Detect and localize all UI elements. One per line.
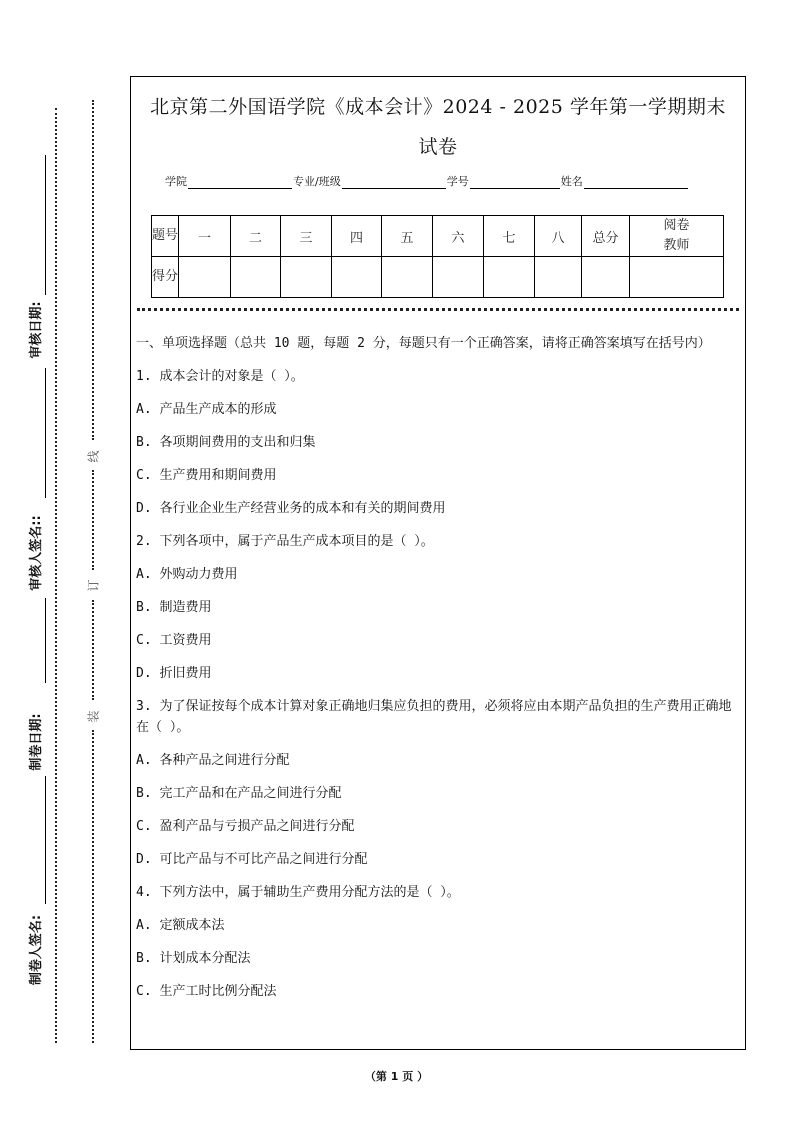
score-cell-3[interactable] [281, 257, 332, 298]
score-cell-total[interactable] [582, 257, 630, 298]
binding-char-staple: 订 [86, 579, 101, 592]
dotted-separator [137, 308, 739, 311]
score-cell-5[interactable] [382, 257, 433, 298]
review-date-label: 审核日期: [29, 301, 44, 359]
col-1: 一 [179, 216, 231, 257]
name-field[interactable] [584, 176, 688, 189]
signature-line [45, 155, 46, 295]
score-cell-4[interactable] [332, 257, 382, 298]
section-title: 一、单项选择题（总共 10 题，每题 2 分，每题只有一个正确答案，请将正确答案填写在括号内） [136, 336, 711, 351]
binding-line-dotted [92, 730, 94, 1043]
exam-content [136, 333, 739, 1014]
question-2-option-a: A. 外购动力费用 [136, 567, 238, 582]
score-cell-1[interactable] [179, 257, 231, 298]
student-id-label: 学号 [446, 175, 469, 188]
signature-line [45, 598, 46, 683]
question-2-option-d: D. 折旧费用 [136, 666, 212, 681]
col-8: 八 [535, 216, 582, 257]
binding-char-bind: 装 [86, 710, 101, 723]
question-1-option-c: C. 生产费用和期间费用 [136, 468, 277, 483]
col-3: 三 [281, 216, 332, 257]
score-table-score-row [152, 257, 724, 298]
question-4-option-c: C. 生产工时比例分配法 [136, 984, 277, 999]
score-table [151, 215, 724, 298]
col-grader: 阅卷教师 [630, 216, 724, 257]
cut-line-dotted [55, 108, 57, 1043]
page-number: （第 1 页 ） [364, 1070, 429, 1083]
question-3-option-c: C. 盈利产品与亏损产品之间进行分配 [136, 819, 355, 834]
col-5: 五 [382, 216, 433, 257]
col-6: 六 [433, 216, 484, 257]
question-3-option-b: B. 完工产品和在产品之间进行分配 [136, 786, 342, 801]
question-2-option-c: C. 工资费用 [136, 633, 212, 648]
exam-title [131, 87, 745, 167]
score-cell-grader[interactable] [630, 257, 724, 298]
question-4-option-b: B. 计划成本分配法 [136, 951, 251, 966]
question-4-stem: 4. 下列方法中，属于辅助生产费用分配方法的是（ ）。 [136, 885, 460, 900]
question-4-option-a: A. 定额成本法 [136, 918, 225, 933]
question-1-option-a: A. 产品生产成本的形成 [136, 402, 277, 417]
binding-char-line: 线 [86, 450, 101, 463]
paper-date-label: 制卷日期: [29, 713, 44, 771]
score-cell-8[interactable] [535, 257, 582, 298]
exam-title-line1: 北京第二外国语学院《成本会计》2024 - 2025 学年第一学期期末 [150, 96, 726, 118]
college-label: 学院 [165, 175, 187, 188]
student-id-field[interactable] [470, 176, 560, 189]
question-1-stem: 1. 成本会计的对象是（ ）。 [136, 369, 304, 384]
college-field[interactable] [188, 176, 292, 189]
reviewer-signature-label: 审核人签名:: [29, 515, 44, 591]
exam-page [130, 76, 746, 1050]
signature-line [45, 776, 46, 904]
row-head-score: 得分 [152, 257, 179, 298]
major-class-label: 专业/班级 [293, 175, 341, 188]
score-cell-6[interactable] [433, 257, 484, 298]
row-head-question-number: 题号 [152, 216, 179, 257]
binding-line-dotted [92, 600, 94, 700]
col-2: 二 [231, 216, 281, 257]
major-class-field[interactable] [342, 176, 446, 189]
question-1-option-d: D. 各行业企业生产经营业务的成本和有关的期间费用 [136, 501, 446, 516]
paper-maker-signature-label: 制卷人签名: [29, 914, 44, 986]
exam-title-line2: 试卷 [418, 136, 458, 158]
question-2-stem: 2. 下列各项中，属于产品生产成本项目的是（ ）。 [136, 534, 434, 549]
question-3-option-d: D. 可比产品与不可比产品之间进行分配 [136, 852, 368, 867]
col-total: 总分 [582, 216, 630, 257]
question-1-option-b: B. 各项期间费用的支出和归集 [136, 435, 316, 450]
binding-line-dotted [92, 100, 94, 440]
score-table-header-row [152, 216, 724, 257]
question-3-stem: 3. 为了保证按每个成本计算对象正确地归集应负担的费用，必须将应由本期产品负担的生产费用正确地在（ ）。 [136, 699, 732, 735]
score-cell-7[interactable] [484, 257, 535, 298]
signature-line [45, 368, 46, 498]
question-2-option-b: B. 制造费用 [136, 600, 212, 615]
binding-line-dotted [92, 470, 94, 570]
col-4: 四 [332, 216, 382, 257]
student-info-row [165, 173, 689, 189]
name-label: 姓名 [560, 175, 583, 188]
col-7: 七 [484, 216, 535, 257]
score-cell-2[interactable] [231, 257, 281, 298]
question-3-option-a: A. 各种产品之间进行分配 [136, 753, 290, 768]
